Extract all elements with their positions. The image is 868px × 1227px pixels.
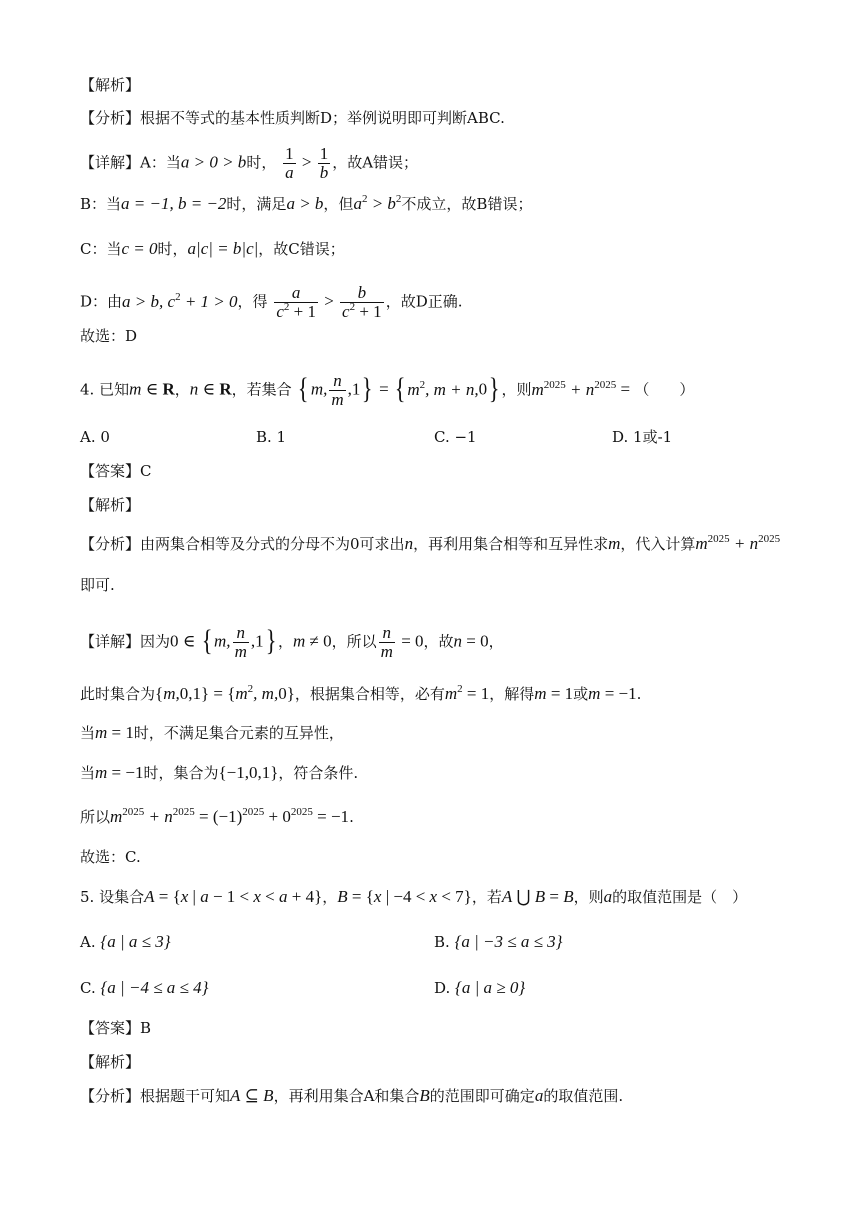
q5-option-b[interactable]: B. {a | −3 ≤ a ≤ 3} (434, 932, 563, 951)
fraction-n-over-m-3: $\frac{n}{m}$ (380, 623, 393, 661)
q3-fenxi: 【分析】根据不等式的基本性质判断D；举例说明即可判断ABC. (80, 109, 505, 127)
q3-case-d: D：由a > b, $c^2 + 1 > 0$，得 $\frac{a}{c^2 + 1}$ > $\frac{b}{c^2 + 1}$ ，故D正确. (80, 283, 463, 321)
q5-stem: 5. 设集合A = {x | a − 1 < x < a + 4}，B = {x | −4 < x < 7}，若A ⋃ B = B，则a的取值范围是（ ） (80, 887, 748, 906)
fraction-a-over-c2-plus-1: $\frac{a}{c^2 + 1}$ (276, 283, 316, 321)
q4-xiangjie-1: 【详解】因为0 ∈ { m, $\frac{n}{m}$ ,1} ，m ≠ 0，所以 $\frac{n}{m}$ = 0，故n = 0， (80, 623, 504, 661)
q4-option-d[interactable]: D. 1或-1 (612, 428, 673, 446)
q4-answer: 【答案】C (80, 462, 152, 480)
fraction-n-over-m: $\frac{n}{m}$ (331, 371, 344, 409)
q3-case-c: C：当c = 0时，a|c| = b|c|，故C错误； (80, 239, 345, 258)
q4-fenxi: 【分析】由两集合相等及分式的分母不为0可求出n，再利用集合相等和互异性求m，代入计算$m^{2025} + n^{2025}$ (80, 533, 781, 553)
q5-jiexi-heading: 【解析】 (80, 1053, 141, 1071)
fraction-n-over-m-2: $\frac{n}{m}$ (234, 623, 247, 661)
fraction-1-over-a: $\frac{1}{a}$ (285, 144, 294, 182)
q3-case-b: B：当a = −1, b = −2时，满足a > b，但$a^2 > b^2$不成立，故B错误； (80, 193, 533, 213)
q5-option-a[interactable]: A. {a | a ≤ 3} (80, 932, 171, 951)
q5-option-c[interactable]: C. {a | −4 ≤ a ≤ 4} (80, 978, 209, 997)
q4-xiangjie-2: 此时集合为$\{m,0,1\} = \{m^2$, m,0}，根据集合相等，必有$m^2 = 1$，解得m = 1或m = −1. (80, 683, 642, 703)
q4-fenxi-cont: 即可. (80, 576, 115, 594)
q4-answer-choice: 故选：C. (80, 848, 141, 866)
q5-option-d[interactable]: D. {a | a ≥ 0} (434, 978, 526, 997)
q4-option-a[interactable]: A. 0 (80, 428, 110, 446)
fraction-b-over-c2-plus-1: $\frac{b}{c^2 + 1}$ (342, 283, 382, 321)
q3-jiexi-heading: 【解析】 (80, 76, 141, 94)
q3-answer-choice: 故选：D (80, 327, 138, 345)
q3-xiangjie-a: 【详解】A：当a > 0 > b时， $\frac{1}{a}$ > $\frac{1}{b}$ ，故A错误； (80, 144, 419, 182)
q4-xiangjie-4: 当m = −1时，集合为{−1,0,1}，符合条件. (80, 763, 359, 782)
q4-xiangjie-3: 当m = 1时，不满足集合元素的互异性， (80, 723, 344, 742)
q4-jiexi-heading: 【解析】 (80, 496, 141, 514)
q5-fenxi: 【分析】根据题干可知A ⊆ B，再利用集合A和集合B的范围即可确定a的取值范围. (80, 1086, 624, 1105)
q4-option-b[interactable]: B. 1 (256, 428, 287, 446)
q4-stem: 4. 已知m ∈ R，n ∈ R，若集合 { m, $\frac{n}{m}$ ,1} = { $m^2$, m + n,0} ，则$m^{2025} + n^{2025}$ = （ ） (80, 371, 695, 409)
q4-option-c[interactable]: C. −1 (434, 428, 477, 446)
q4-xiangjie-5: 所以$m^{2025} + n^{2025} = (-1)^{2025} + 0^{2025} = -1$. (80, 806, 354, 826)
q5-answer: 【答案】B (80, 1019, 152, 1037)
fraction-1-over-b: $\frac{1}{b}$ (319, 144, 329, 182)
